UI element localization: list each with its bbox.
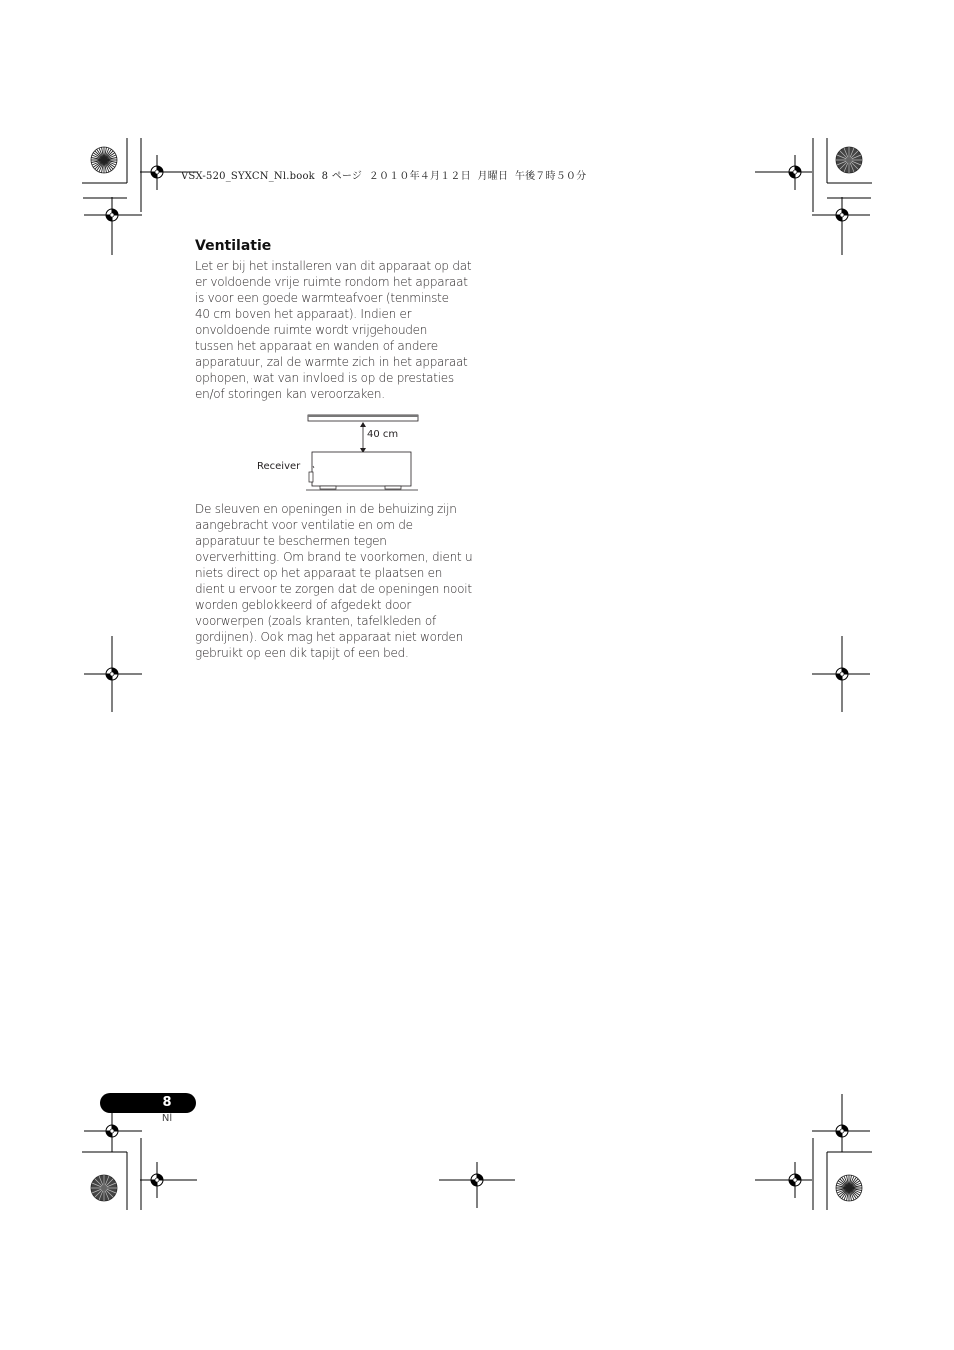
registration-mark-icon — [789, 1174, 801, 1186]
receiver-foot — [320, 486, 336, 489]
page-language-code: Nl — [161, 1113, 173, 1124]
paragraph-ventilation-openings: De sleuven en openingen in de behuizing zijn aangebracht voor ventilatie en om de apparatuur te beschermen tegen oververhitting. Om brand te voorkomen, dient u niets direct op het apparaat te plaatsen en dient u ervoor te zorgen dat de openingen nooit worden geblokkeerd of afgedekt door voorwerpen (zoals kranten, tafelkleden of gordijnen). Ook mag het apparaat niet worden gebruikt op een dik tapijt of een bed. — [195, 502, 473, 660]
starburst-target-icon — [836, 1175, 862, 1201]
registration-mark-icon — [151, 1174, 163, 1186]
receiver-foot — [385, 486, 401, 489]
receiver-box — [312, 452, 411, 486]
clearance-arrow — [360, 422, 366, 453]
registration-mark-icon — [106, 1125, 118, 1137]
page-number: 8 — [162, 1095, 172, 1110]
starburst-target-icon — [836, 147, 862, 173]
registration-mark-icon — [836, 209, 848, 221]
receiver-label: Receiver — [257, 461, 301, 472]
registration-mark-icon — [836, 668, 848, 680]
starburst-target-icon — [91, 1175, 117, 1201]
ventilation-diagram — [250, 410, 430, 496]
registration-mark-icon — [151, 166, 163, 178]
registration-mark-icon — [106, 209, 118, 221]
registration-mark-icon — [471, 1174, 483, 1186]
registration-mark-icon — [836, 1125, 848, 1137]
receiver-knob — [309, 472, 313, 482]
registration-mark-icon — [106, 668, 118, 680]
section-title: Ventilatie — [195, 238, 272, 254]
clearance-label: 40 cm — [367, 429, 399, 440]
starburst-target-icon — [91, 147, 117, 173]
print-header: VSX-520_SYXCN_Nl.book 8 ページ ２０１０年４月１２日 月曜日 午後７時５０分 — [181, 171, 587, 182]
paragraph-ventilation-clearance: Let er bij het installeren van dit apparaat op dat er voldoende vrije ruimte rondom het apparaat is voor een goede warmteafvoer (tenminste 40 cm boven het apparaat). Indien er onvoldoende ruimte wordt vrijgehouden tussen het apparaat en wanden of andere apparatuur, zal de warmte zich in het apparaat ophopen, wat van invloed is op de prestaties en/of storingen kan veroorzaken. — [195, 259, 472, 401]
registration-mark-icon — [789, 166, 801, 178]
